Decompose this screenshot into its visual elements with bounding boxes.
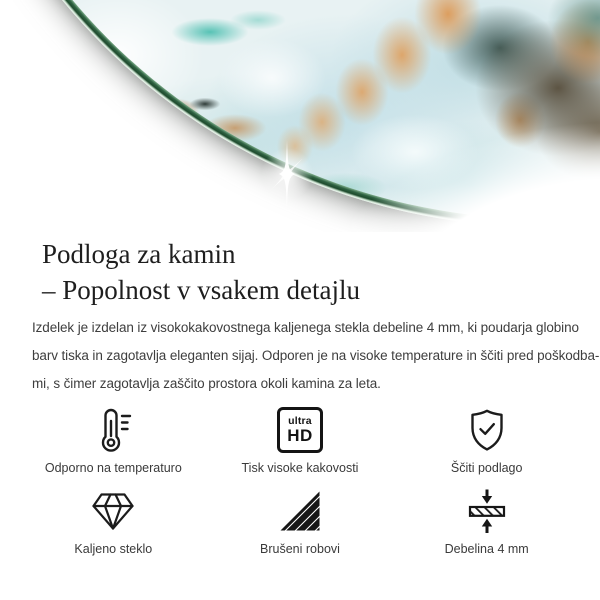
product-description xyxy=(32,314,600,398)
feature-label: Odporno na temperaturo xyxy=(44,461,182,475)
page-title xyxy=(42,236,600,308)
gem-icon xyxy=(89,487,137,535)
feature-protects-floor xyxy=(393,406,580,475)
feature-label: Kaljeno steklo xyxy=(74,542,153,556)
description-line: Izdelek je izdelan iz visokokakovostnega kaljenega stekla debeline 4 mm, ki poudarja globino xyxy=(32,320,579,335)
title-line-1: Podloga za kamin xyxy=(42,239,236,269)
ultra-hd-icon xyxy=(277,406,323,454)
product-image xyxy=(0,0,600,232)
feature-label: Ščiti podlago xyxy=(450,461,523,475)
feature-print-quality xyxy=(207,406,394,475)
beveled-edges-icon xyxy=(276,487,324,535)
feature-label: Brušeni robovi xyxy=(260,542,340,556)
marble-artwork xyxy=(0,0,600,219)
thickness-icon xyxy=(463,487,511,535)
feature-label: Debelina 4 mm xyxy=(444,542,529,556)
ultra-hd-badge-top: ultra xyxy=(288,415,312,427)
feature-grid xyxy=(20,406,580,556)
ultra-hd-badge xyxy=(277,407,323,453)
thermometer-icon xyxy=(89,406,137,454)
shield-check-icon xyxy=(463,406,511,454)
ultra-hd-badge-bottom: HD xyxy=(287,426,313,445)
description-line: mi, s čimer zagotavlja zaščito prostora okoli kamina za leta. xyxy=(32,376,381,391)
title-line-2: – Popolnost v vsakem detajlu xyxy=(42,275,360,305)
feature-beveled-edges xyxy=(207,487,394,556)
feature-thickness xyxy=(393,487,580,556)
glass-surface xyxy=(0,0,600,219)
feature-temperature-resistant xyxy=(20,406,207,475)
feature-tempered-glass xyxy=(20,487,207,556)
feature-label: Tisk visoke kakovosti xyxy=(241,461,359,475)
description-line: barv tiska in zagotavlja eleganten sijaj. Odporen je na visoke temperature in ščiti pred poškodba- xyxy=(32,348,600,363)
glass-panel xyxy=(0,0,600,227)
